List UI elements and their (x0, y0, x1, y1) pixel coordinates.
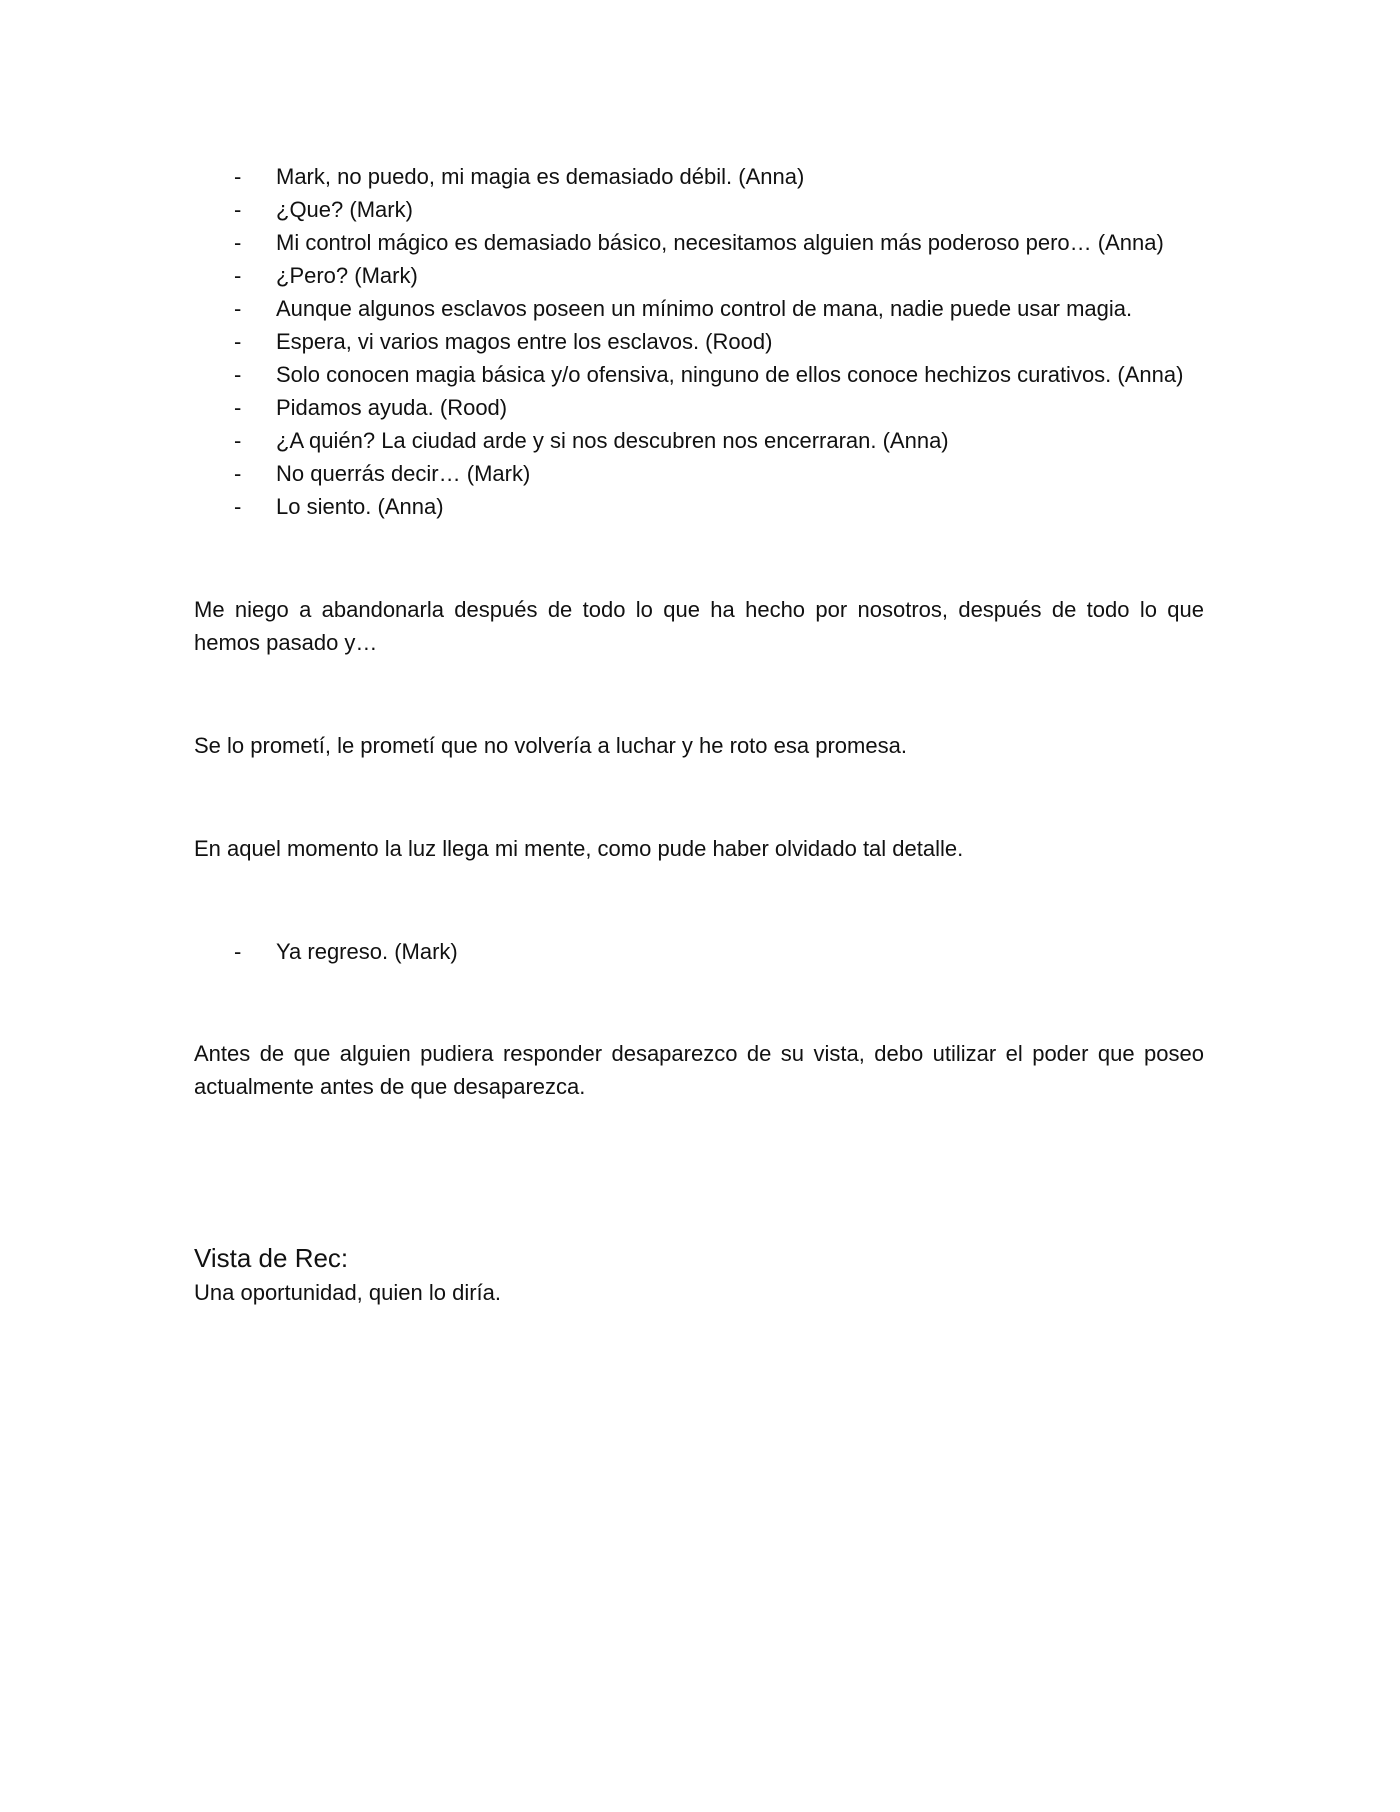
dialogue-line (194, 457, 1204, 490)
spacer (194, 523, 1204, 593)
dialogue-line (194, 259, 1204, 292)
dialogue-line (194, 935, 1204, 968)
document-content (194, 160, 1204, 1309)
spacer (194, 1103, 1204, 1240)
dash-marker: - (234, 494, 242, 519)
spacer (194, 968, 1204, 1037)
dash-marker: - (234, 461, 242, 486)
spacer (194, 865, 1204, 935)
dialogue-text: Solo conocen magia básica y/o ofensiva, ninguno de ellos conoce hechizos curativos. (Anna) (276, 362, 1184, 387)
spacer (194, 762, 1204, 832)
dialogue-text: ¿Pero? (Mark) (276, 263, 418, 288)
dash-marker: - (234, 329, 242, 354)
dialogue-text: ¿Que? (Mark) (276, 197, 413, 222)
dialogue-text: Ya regreso. (Mark) (276, 939, 458, 964)
dialogue-text: Lo siento. (Anna) (276, 494, 444, 519)
dialogue-text: Mark, no puedo, mi magia es demasiado débil. (Anna) (276, 164, 805, 189)
section-heading: Vista de Rec: (194, 1243, 349, 1273)
dialogue-text: Aunque algunos esclavos poseen un mínimo control de mana, nadie puede usar magia. (276, 296, 1133, 321)
dialogue-line (194, 325, 1204, 358)
paragraph: En aquel momento la luz llega mi mente, como pude haber olvidado tal detalle. (194, 836, 964, 861)
dash-marker: - (234, 197, 242, 222)
dash-marker: - (234, 428, 242, 453)
dialogue-line (194, 391, 1204, 424)
dialogue-line (194, 226, 1204, 259)
dash-marker: - (234, 230, 242, 255)
dialogue-text: ¿A quién? La ciudad arde y si nos descubren nos encerraran. (Anna) (276, 428, 949, 453)
dash-marker: - (234, 164, 242, 189)
paragraph: Se lo prometí, le prometí que no volvería a luchar y he roto esa promesa. (194, 733, 907, 758)
dialogue-line (194, 193, 1204, 226)
dash-marker: - (234, 395, 242, 420)
dialogue-line (194, 160, 1204, 193)
spacer (194, 659, 1204, 729)
dash-marker: - (234, 296, 242, 321)
dash-marker: - (234, 939, 242, 964)
dialogue-list-1 (194, 160, 1204, 523)
paragraph: Antes de que alguien pudiera responder desaparezco de su vista, debo utilizar el poder que poseo actualmente antes de que desaparezca. (194, 1041, 1204, 1099)
dialogue-line (194, 292, 1204, 325)
dash-marker: - (234, 362, 242, 387)
dialogue-text: Pidamos ayuda. (Rood) (276, 395, 508, 420)
paragraph: Una oportunidad, quien lo diría. (194, 1280, 501, 1305)
dialogue-text: Mi control mágico es demasiado básico, necesitamos alguien más poderoso pero… (Anna) (276, 230, 1164, 255)
paragraph: Me niego a abandonarla después de todo lo que ha hecho por nosotros, después de todo lo que hemos pasado y… (194, 597, 1204, 655)
dialogue-line (194, 358, 1204, 391)
dialogue-text: No querrás decir… (Mark) (276, 461, 531, 486)
dialogue-line (194, 490, 1204, 523)
dialogue-line (194, 424, 1204, 457)
dash-marker: - (234, 263, 242, 288)
dialogue-text: Espera, vi varios magos entre los esclavos. (Rood) (276, 329, 773, 354)
dialogue-list-2 (194, 935, 1204, 968)
